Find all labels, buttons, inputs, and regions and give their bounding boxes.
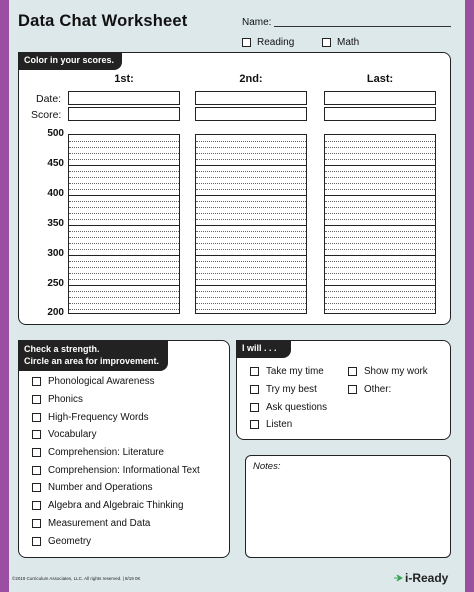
score-gridline (196, 309, 306, 310)
iready-logo (393, 571, 448, 585)
score-gridline (69, 285, 179, 286)
score-gridline (196, 249, 306, 250)
score-gridline (196, 177, 306, 178)
score-gridline (325, 147, 435, 148)
score-gridline (196, 237, 306, 238)
name-field[interactable] (274, 26, 451, 27)
score-gridline (325, 231, 435, 232)
y-tick-250: 250 (47, 278, 64, 289)
strength-item-label: Comprehension: Informational Text (48, 464, 200, 476)
score-gridline (69, 231, 179, 232)
score-gridline (325, 201, 435, 202)
date-field-second[interactable] (195, 91, 307, 105)
iready-arrow-icon (393, 573, 403, 583)
score-gridline (196, 171, 306, 172)
strength-checkbox[interactable] (32, 395, 41, 404)
score-gridline (325, 303, 435, 304)
page-title: Data Chat Worksheet (18, 12, 188, 30)
score-gridline (196, 285, 306, 286)
strength-item[interactable] (32, 461, 200, 479)
score-bar-last[interactable] (324, 134, 436, 314)
strength-checkbox[interactable] (32, 466, 41, 475)
score-gridline (196, 213, 306, 214)
strength-item-label: Number and Operations (48, 482, 153, 494)
strength-item[interactable] (32, 497, 200, 515)
score-gridline (69, 303, 179, 304)
score-gridline (325, 171, 435, 172)
iwill-item[interactable] (348, 381, 428, 399)
y-tick-400: 400 (47, 188, 64, 199)
score-label: Score: (31, 109, 62, 121)
iwill-item-label: Ask questions (266, 401, 327, 413)
strength-item[interactable] (32, 532, 200, 550)
score-gridline (325, 153, 435, 154)
score-gridline (196, 165, 306, 166)
score-gridline (325, 267, 435, 268)
score-gridline (69, 309, 179, 310)
score-gridline (196, 219, 306, 220)
score-field-first[interactable] (68, 107, 180, 121)
score-gridline (69, 189, 179, 190)
score-gridline (325, 237, 435, 238)
iwill-item-label: Listen (266, 419, 293, 431)
score-gridline (196, 147, 306, 148)
strength-checkbox[interactable] (32, 483, 41, 492)
strength-tab-line2: Circle an area for improvement. (24, 356, 160, 366)
score-gridline (325, 219, 435, 220)
date-field-last[interactable] (324, 91, 436, 105)
iwill-checkbox[interactable] (348, 385, 357, 394)
iwill-tab: I will . . . (236, 340, 291, 358)
score-gridline (69, 261, 179, 262)
score-gridline (196, 273, 306, 274)
score-field-last[interactable] (324, 107, 436, 121)
iwill-left-list (250, 363, 327, 434)
score-bar-first[interactable] (68, 134, 180, 314)
iwill-item[interactable] (250, 416, 327, 434)
score-gridline (325, 195, 435, 196)
y-tick-300: 300 (47, 248, 64, 259)
score-gridline (69, 243, 179, 244)
score-gridline (196, 291, 306, 292)
score-gridline (196, 231, 306, 232)
score-gridline (69, 165, 179, 166)
score-gridline (69, 267, 179, 268)
score-gridline (325, 183, 435, 184)
score-gridline (325, 309, 435, 310)
strength-item[interactable] (32, 408, 200, 426)
score-gridline (325, 243, 435, 244)
score-gridline (196, 201, 306, 202)
score-gridline (69, 237, 179, 238)
math-checkbox[interactable] (322, 38, 331, 47)
iwill-item[interactable] (250, 381, 327, 399)
strength-tab-line1: Check a strength. (24, 344, 100, 354)
score-gridline (325, 189, 435, 190)
score-gridline (69, 225, 179, 226)
score-gridline (196, 255, 306, 256)
column-first: 1st: (114, 73, 134, 85)
scores-tab: Color in your scores. (18, 52, 122, 70)
strength-item-label: Comprehension: Literature (48, 447, 164, 459)
column-second: 2nd: (239, 73, 263, 85)
iwill-item-label: Take my time (266, 366, 324, 378)
score-gridline (69, 201, 179, 202)
score-gridline (325, 213, 435, 214)
iwill-item-label: Show my work (364, 366, 428, 378)
score-gridline (69, 291, 179, 292)
score-gridline (69, 249, 179, 250)
score-gridline (325, 285, 435, 286)
strength-item[interactable] (32, 444, 200, 462)
score-gridline (196, 159, 306, 160)
subject-math[interactable] (322, 37, 359, 48)
y-tick-200: 200 (47, 307, 64, 318)
strength-checkbox[interactable] (32, 537, 41, 546)
score-gridline (196, 279, 306, 280)
score-gridline (196, 243, 306, 244)
score-gridline (69, 297, 179, 298)
score-gridline (325, 297, 435, 298)
score-gridline (325, 141, 435, 142)
y-tick-350: 350 (47, 218, 64, 229)
brand-name: i-Ready (405, 571, 449, 585)
strength-item-label: Algebra and Algebraic Thinking (48, 500, 184, 512)
iwill-checkbox[interactable] (250, 385, 259, 394)
strength-checkbox[interactable] (32, 430, 41, 439)
reading-label: Reading (257, 37, 295, 48)
score-gridline (325, 177, 435, 178)
date-field-first[interactable] (68, 91, 180, 105)
score-gridline (325, 207, 435, 208)
score-gridline (325, 273, 435, 274)
iwill-item-label: Other: (364, 384, 392, 396)
score-gridline (325, 159, 435, 160)
score-gridline (325, 261, 435, 262)
date-label: Date: (36, 93, 62, 105)
strength-item[interactable] (32, 373, 200, 391)
score-gridline (196, 303, 306, 304)
strength-checkbox[interactable] (32, 377, 41, 386)
score-gridline (69, 219, 179, 220)
score-gridline (325, 291, 435, 292)
score-gridline (69, 153, 179, 154)
iwill-checkbox[interactable] (250, 367, 259, 376)
score-gridline (69, 279, 179, 280)
score-gridline (196, 207, 306, 208)
score-gridline (196, 267, 306, 268)
iwill-panel (236, 340, 451, 440)
strength-item[interactable] (32, 479, 200, 497)
score-gridline (325, 255, 435, 256)
score-gridline (69, 255, 179, 256)
strength-item[interactable] (32, 426, 200, 444)
score-field-second[interactable] (195, 107, 307, 121)
strength-item[interactable] (32, 515, 200, 533)
score-gridline (69, 207, 179, 208)
iwill-item[interactable] (250, 363, 327, 381)
strength-list (32, 373, 200, 550)
strength-item-label: Geometry (48, 535, 92, 547)
strength-checkbox[interactable] (32, 448, 41, 457)
score-gridline (196, 195, 306, 196)
iwill-checkbox[interactable] (250, 420, 259, 429)
score-gridline (69, 147, 179, 148)
copyright-text: ©2019 Curriculum Associates, LLC. All rights reserved. | 8/19 0K (12, 576, 141, 581)
score-gridline (69, 273, 179, 274)
strength-item[interactable] (32, 391, 200, 409)
score-gridline (69, 171, 179, 172)
score-gridline (69, 183, 179, 184)
score-gridline (196, 261, 306, 262)
strength-item-label: Phonics (48, 394, 83, 406)
strength-item-label: High-Frequency Words (48, 411, 149, 423)
score-gridline (69, 141, 179, 142)
iwill-item-label: Try my best (266, 384, 317, 396)
iwill-item[interactable] (250, 398, 327, 416)
score-gridline (196, 297, 306, 298)
strength-item-label: Vocabulary (48, 429, 97, 441)
subject-reading[interactable] (242, 37, 294, 48)
y-tick-500: 500 (47, 128, 64, 139)
iwill-right-list (348, 363, 428, 398)
strength-checkbox[interactable] (32, 413, 41, 422)
math-label: Math (337, 37, 360, 48)
reading-checkbox[interactable] (242, 38, 251, 47)
score-gridline (69, 213, 179, 214)
strength-panel (18, 340, 230, 558)
score-gridline (325, 225, 435, 226)
score-gridline (325, 279, 435, 280)
iwill-checkbox[interactable] (348, 367, 357, 376)
score-gridline (69, 195, 179, 196)
y-tick-450: 450 (47, 158, 64, 169)
score-bar-second[interactable] (195, 134, 307, 314)
notes-label: Notes: (253, 461, 281, 472)
score-gridline (69, 159, 179, 160)
strength-item-label: Phonological Awareness (48, 376, 155, 388)
score-gridline (325, 165, 435, 166)
score-gridline (196, 225, 306, 226)
strength-tab (18, 340, 168, 371)
score-gridline (196, 141, 306, 142)
score-gridline (69, 177, 179, 178)
iwill-item[interactable] (348, 363, 428, 381)
score-gridline (325, 249, 435, 250)
strength-checkbox[interactable] (32, 519, 41, 528)
strength-checkbox[interactable] (32, 501, 41, 510)
notes-panel[interactable] (245, 455, 451, 558)
score-gridline (196, 153, 306, 154)
score-gridline (196, 183, 306, 184)
column-last: Last: (366, 73, 394, 85)
name-label: Name: (242, 17, 272, 28)
strength-item-label: Measurement and Data (48, 517, 151, 529)
iwill-checkbox[interactable] (250, 403, 259, 412)
score-gridline (196, 189, 306, 190)
